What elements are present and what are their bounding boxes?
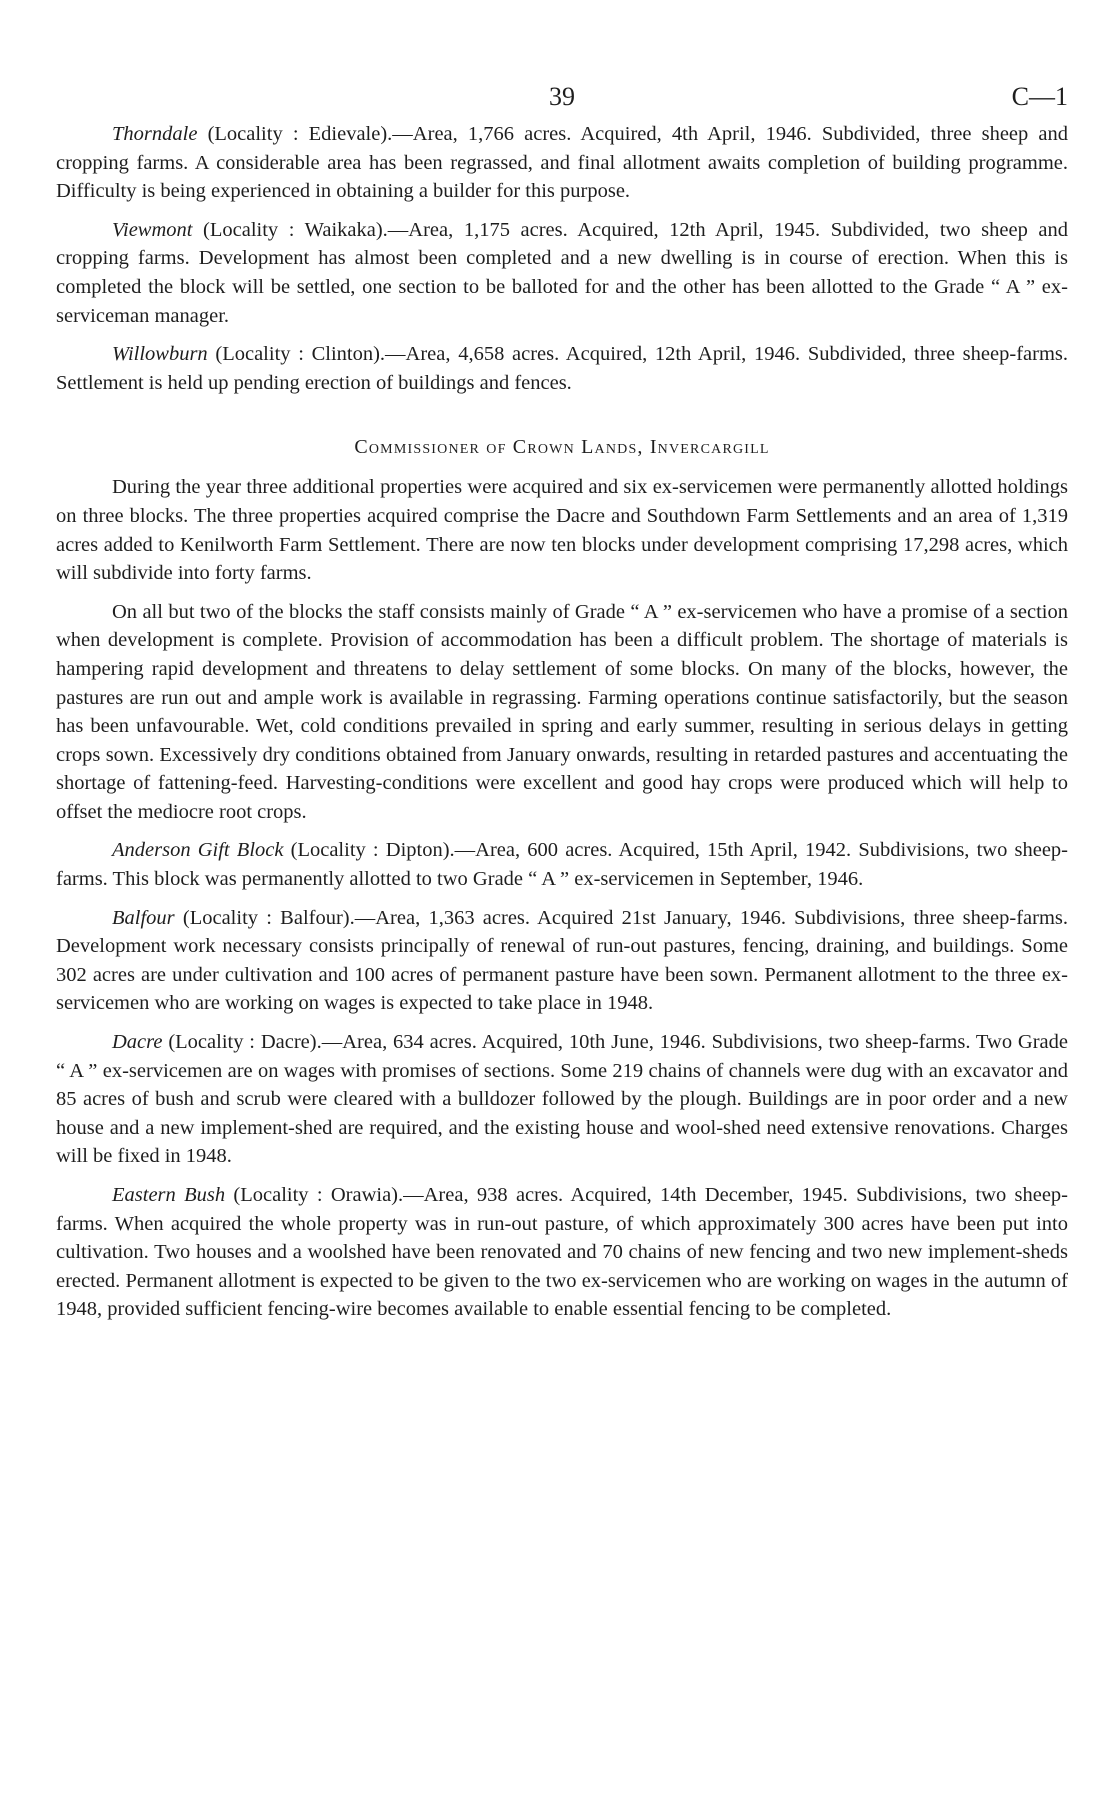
document-page — [56, 0, 1068, 1334]
block-entry-balfour — [56, 904, 1068, 1018]
block-details: (Locality : Balfour).—Area, 1,363 acres. Acquired 21st January, 1946. Subdivisions, three sheep-farms. Development work necessary consists principally of renewal of run-out pastures, fencing, draining, and buildings. Some 302 acres are under cultivation and 100 acres of permanent pasture have been sown. Permanent allotment to the three ex-servicemen who are working on wages is expected to take place in 1948. — [56, 906, 1068, 1015]
section-paragraph: During the year three additional properties were acquired and six ex-servicemen were permanently allotted holdings on three blocks. The three properties acquired comprise the Dacre and Southdown Farm Settlements and an area of 1,319 acres added to Kenilworth Farm Settlement. There are now ten blocks under development comprising 17,298 acres, which will subdivide into forty farms. — [56, 476, 1068, 585]
block-entry-anderson-gift — [56, 836, 1068, 893]
block-details: (Locality : Clinton).—Area, 4,658 acres. Acquired, 12th April, 1946. Subdivided, three sheep-farms. Settlement is held up pending erection of buildings and fences. — [56, 343, 1068, 394]
block-name: Eastern Bush — [112, 1184, 226, 1206]
block-details: (Locality : Orawia).—Area, 938 acres. Acquired, 14th December, 1945. Subdivisions, two sheep-farms. When acquired the whole property was in run-out pasture, of which approximately 300 acres have been put into cultivation. Two houses and a woolshed have been renovated and 70 chains of new fencing and two new implement-sheds erected. Permanent allotment is expected to be given to the two ex-servicemen who are working on wages in the autumn of 1948, provided sufficient fencing-wire becomes available to enable essential fencing to be completed. — [56, 1184, 1068, 1321]
block-name: Dacre — [112, 1031, 163, 1054]
block-name: Viewmont — [112, 218, 193, 241]
page-number: 39 — [549, 82, 575, 111]
block-entry-dacre — [56, 1028, 1068, 1171]
block-details: (Locality : Waikaka).—Area, 1,175 acres. Acquired, 12th April, 1945. Subdivided, two sheep and cropping farms. Development has almost been completed and a new dwelling is in course of erection. When this is completed the block will be settled, one section to be balloted for and the other has been allotted to the Grade “ A ” ex-serviceman manager. — [56, 218, 1068, 327]
block-details: (Locality : Dipton).—Area, 600 acres. Acquired, 15th April, 1942. Subdivisions, two sheep-farms. This block was permanently allotted to two Grade “ A ” ex-servicemen in September, 1946. — [56, 839, 1068, 891]
block-entries-top — [56, 120, 1068, 397]
block-entry-willowburn — [56, 340, 1068, 397]
block-details: (Locality : Edievale).—Area, 1,766 acres. Acquired, 4th April, 1946. Subdivided, three sheep and cropping farms. A considerable area has been regrassed, and final allotment awaits completion of building programme. Difficulty is being experienced in obtaining a builder for this purpose. — [56, 123, 1068, 203]
block-name: Willowburn — [112, 343, 208, 366]
section-body — [56, 473, 1068, 1324]
block-entry-viewmont — [56, 216, 1068, 330]
document-code: C—1 — [1011, 82, 1068, 111]
block-name: Anderson Gift Block — [112, 839, 284, 862]
block-entry-thorndale — [56, 120, 1068, 206]
block-entry-eastern-bush — [56, 1181, 1068, 1324]
section-paragraph: On all but two of the blocks the staff consists mainly of Grade “ A ” ex-servicemen who have a promise of a section when development is complete. Provision of accommodation has been a difficult problem. The shortage of materials is hampering rapid development and threatens to delay settlement of some blocks. On many of the blocks, however, the pastures are run out and ample work is available in regrassing. Farming operations continue satisfactorily, but the season has been unfavourable. Wet, cold conditions prevailed in spring and early summer, resulting in serious delays in getting crops sown. Excessively dry conditions obtained from January onwards, resulting in retarded pastures and accentuating the shortage of fattening-feed. Harvesting-conditions were excellent and good hay crops were produced which will help to offset the mediocre root crops. — [56, 600, 1068, 823]
block-name: Balfour — [112, 906, 175, 929]
block-details: (Locality : Dacre).—Area, 634 acres. Acquired, 10th June, 1946. Subdivisions, two sheep-farms. Two Grade “ A ” ex-servicemen are on wages with promises of sections. Some 219 chains of channels were dug with an excavator and 85 acres of bush and scrub were cleared with a bulldozer followed by the plough. Buildings are in poor order and a new house and a new implement-shed are required, and the existing house and wool-shed need extensive renovations. Charges will be fixed in 1948. — [56, 1031, 1068, 1168]
page-header — [56, 0, 1068, 120]
block-name: Thorndale — [112, 123, 198, 145]
section-heading: Commissioner of Crown Lands, Invercargill — [354, 436, 770, 459]
